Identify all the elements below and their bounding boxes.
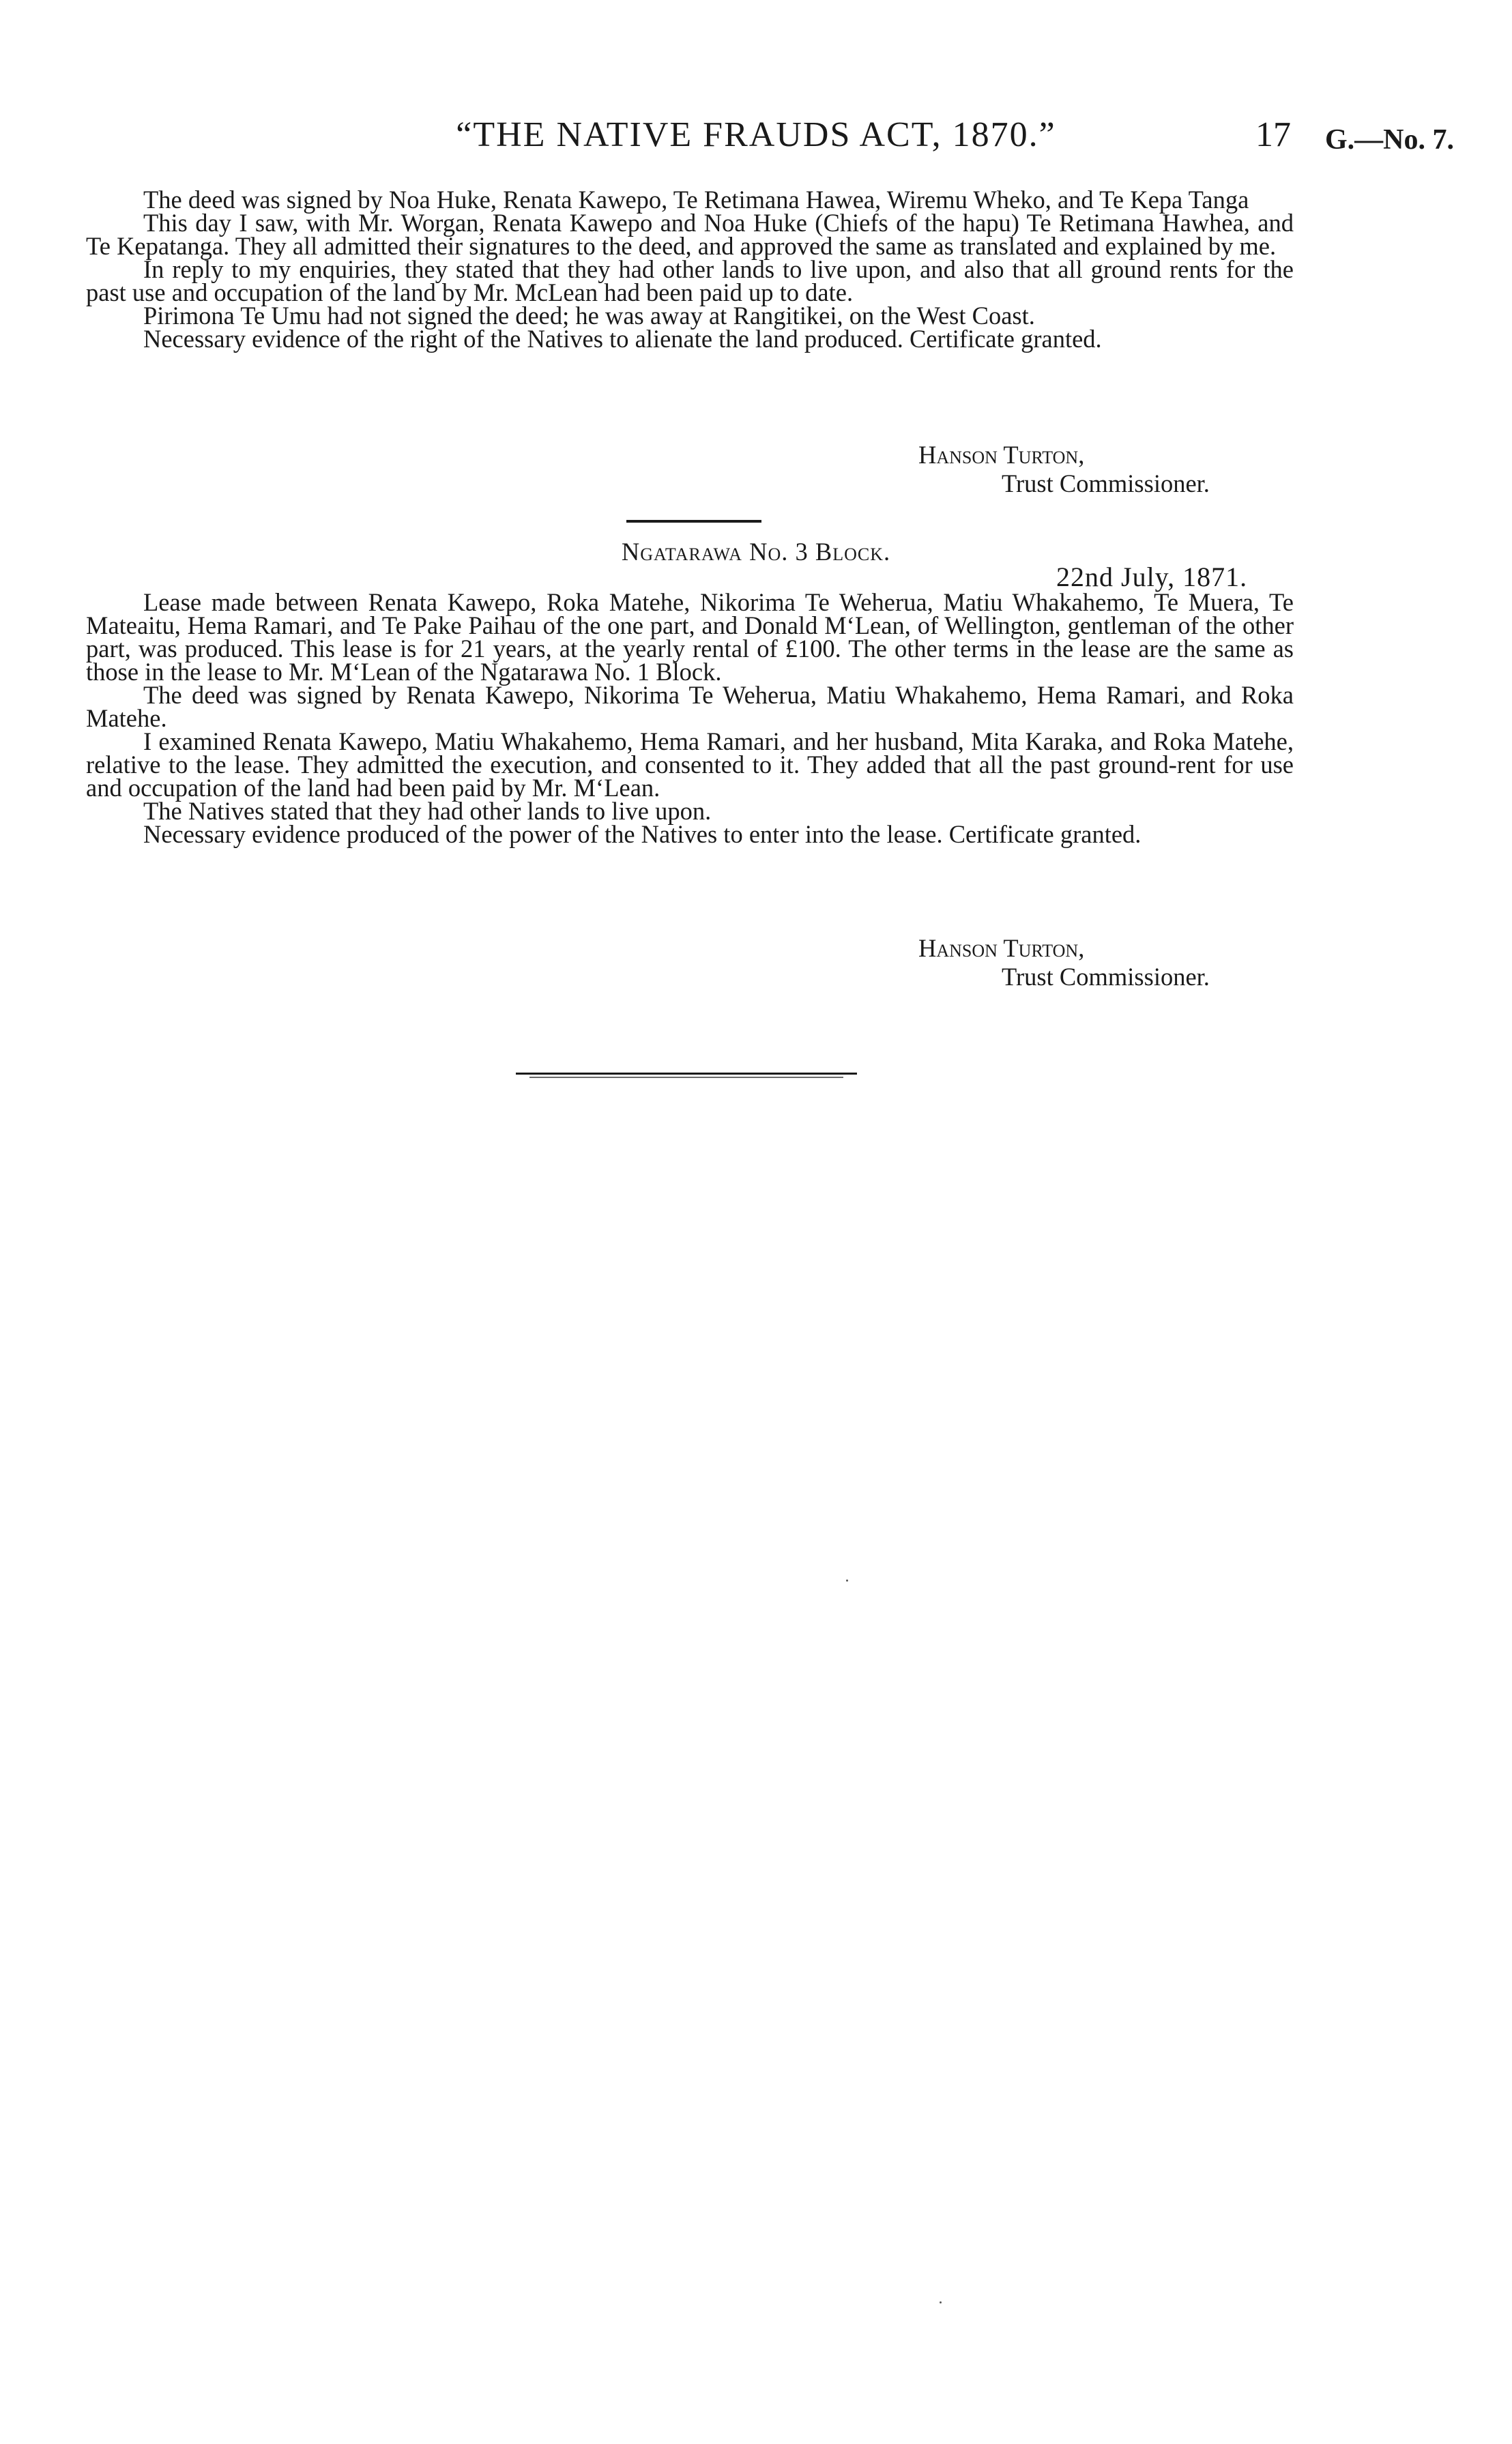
paragraph: The deed was signed by Renata Kawepo, Nikorima Te Weherua, Matiu Whakahemo, Hema Ramari, and Roka Matehe. bbox=[86, 681, 1294, 732]
paragraph: Pirimona Te Umu had not signed the deed; he was away at Rangitikei, on the West Coast. bbox=[143, 302, 1035, 330]
paragraph: The deed was signed by Noa Huke, Renata Kawepo, Te Retimana Hawea, Wiremu Wheko, and Te Kepa Tanga bbox=[143, 186, 1249, 214]
section-2-body bbox=[86, 588, 1294, 848]
paragraph: This day I saw, with Mr. Worgan, Renata Kawepo and Noa Huke (Chiefs of the hapu) Te Retimana Hawhea, and Te Kepatanga. They all admitted their signatures to the deed, and approved the same as translated and explained by me. bbox=[86, 209, 1294, 260]
paragraph: Lease made between Renata Kawepo, Roka Matehe, Nikorima Te Weherua, Matiu Whakahemo, Te Muera, Te Mateaitu, Hema Ramari, and Te Pake Paihau of the one part, and Donald M‘Lean, of Wellington, gentleman of the other part, was produced. This lease is for 21 years, at the yearly rental of £100. The other terms in the lease are the same as those in the lease to Mr. M‘Lean of the Ngatarawa No. 1 Block. bbox=[86, 588, 1294, 686]
section-1-body bbox=[86, 188, 1294, 351]
end-rule-shadow bbox=[529, 1077, 843, 1078]
section-divider bbox=[626, 520, 761, 523]
paragraph: In reply to my enquiries, they stated that they had other lands to live upon, and also that all ground rents for the past use and occupation of the land by Mr. McLean had been paid up to date. bbox=[86, 255, 1294, 306]
signature-name: Hanson Turton, bbox=[918, 934, 1085, 962]
end-rule bbox=[516, 1073, 857, 1075]
paragraph: Necessary evidence produced of the power of the Natives to enter into the lease. Certificate granted. bbox=[143, 820, 1142, 848]
scan-speck bbox=[846, 1580, 848, 1582]
section-date: 22nd July, 1871. bbox=[1056, 562, 1248, 592]
section-heading: Ngatarawa No. 3 Block. bbox=[621, 538, 891, 566]
paragraph: I examined Renata Kawepo, Matiu Whakahemo, Hema Ramari, and her husband, Mita Karaka, and Roka Matehe, relative to the lease. They admitted the execution, and consented to it. They added that all the past ground-rent for use and occupation of the land had been paid by Mr. M‘Lean. bbox=[86, 727, 1294, 802]
page-number: 17 bbox=[1255, 115, 1291, 154]
signature-name: Hanson Turton, bbox=[918, 441, 1085, 469]
paragraph: The Natives stated that they had other lands to live upon. bbox=[143, 797, 712, 825]
paragraph: Necessary evidence of the right of the Natives to alienate the land produced. Certificate granted. bbox=[143, 325, 1102, 353]
scan-speck bbox=[940, 2301, 942, 2303]
document-reference: G.—No. 7. bbox=[1325, 124, 1454, 156]
signature-title: Trust Commissioner. bbox=[1002, 469, 1210, 497]
running-head-title: “THE NATIVE FRAUDS ACT, 1870.” bbox=[456, 115, 1056, 154]
signature-title: Trust Commissioner. bbox=[1002, 963, 1210, 991]
